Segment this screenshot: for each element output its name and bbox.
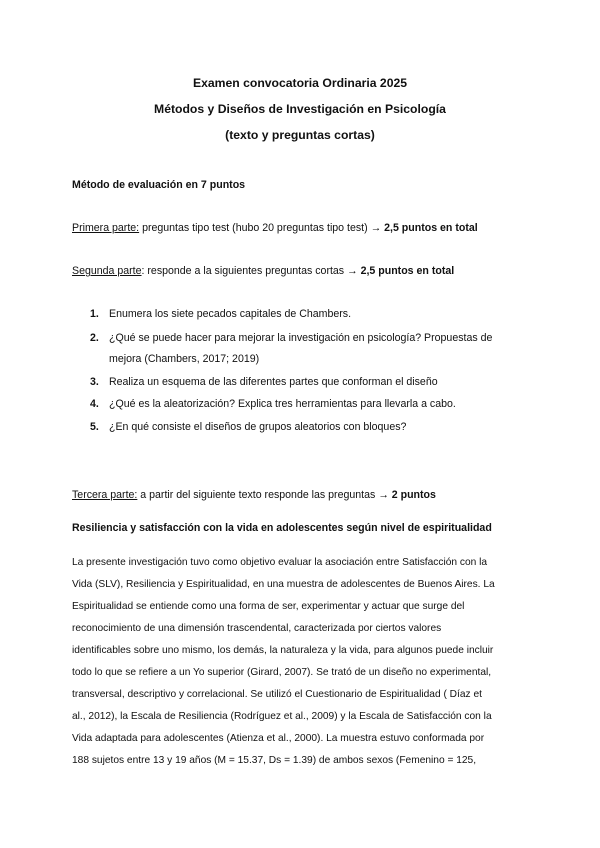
course-title: Métodos y Diseños de Investigación en Psicología bbox=[154, 102, 446, 116]
part2-label: Segunda parte bbox=[72, 265, 142, 277]
abstract-line: Espiritualidad se entiende como una forma de ser, experimentar y actuar que surge del bbox=[72, 601, 465, 612]
question-text: Enumera los siete pecados capitales de Chambers. bbox=[109, 308, 352, 320]
question-text: ¿Qué es la aleatorización? Explica tres herramientas para llevarla a cabo. bbox=[109, 398, 456, 410]
question-text: Realiza un esquema de las diferentes partes que conforman el diseño bbox=[109, 376, 438, 388]
part2-line bbox=[72, 265, 454, 277]
part3-text: a partir del siguiente texto responde las preguntas → bbox=[137, 489, 392, 501]
question-number: 1. bbox=[90, 308, 99, 320]
question-number: 4. bbox=[90, 398, 99, 410]
abstract-line: al., 2012), la Escala de Resiliencia (Rodríguez et al., 2009) y la Escala de Satisfacción con la bbox=[72, 711, 492, 722]
part2-text: : responde a la siguientes preguntas cortas → bbox=[141, 265, 361, 277]
evaluation-heading: Método de evaluación en 7 puntos bbox=[72, 179, 246, 191]
part2-points: 2,5 puntos en total bbox=[360, 265, 455, 277]
question-number: 3. bbox=[90, 376, 99, 388]
abstract-line: identificables sobre uno mismo, los demás, la naturaleza y la vida, para algunos puede incluir bbox=[72, 645, 494, 656]
part3-label: Tercera parte: bbox=[72, 489, 138, 501]
question-number: 2. bbox=[90, 332, 99, 344]
abstract-line: Vida (SLV), Resiliencia y Espiritualidad, en una muestra de adolescentes de Buenos Aires. La bbox=[72, 579, 495, 590]
part1-line bbox=[72, 222, 478, 234]
abstract-line: Vida adaptada para adolescentes (Atienza et al., 2000). La muestra estuvo conformada por bbox=[72, 733, 485, 744]
part3-points: 2 puntos bbox=[391, 489, 436, 501]
exam-subtitle: (texto y preguntas cortas) bbox=[225, 128, 375, 142]
exam-title: Examen convocatoria Ordinaria 2025 bbox=[192, 76, 408, 90]
part1-text: preguntas tipo test (hubo 20 preguntas tipo test) → bbox=[139, 222, 385, 234]
question-text-continued: mejora (Chambers, 2017; 2019) bbox=[109, 353, 260, 365]
part1-points: 2,5 puntos en total bbox=[384, 222, 478, 234]
part3-line bbox=[72, 489, 436, 501]
question-text: ¿Qué se puede hacer para mejorar la investigación en psicología? Propuestas de bbox=[109, 332, 493, 344]
part1-label: Primera parte: bbox=[72, 222, 140, 234]
abstract-line: transversal, descriptivo y correlacional. Se utilizó el Cuestionario de Espiritualidad ( Díaz et bbox=[72, 689, 482, 700]
question-text: ¿En qué consiste el diseños de grupos aleatorios con bloques? bbox=[109, 421, 407, 433]
abstract-line: todo lo que se refiere a un Yo superior (Girard, 2007). Se trató de un diseño no experimental, bbox=[72, 667, 492, 678]
abstract-line: 188 sujetos entre 13 y 19 años (M = 15.37, Ds = 1.39) de ambos sexos (Femenino = 125, bbox=[72, 755, 477, 766]
abstract-line: reconocimiento de una dimensión trascendental, caracterizada por ciertos valores bbox=[72, 623, 442, 634]
abstract-line: La presente investigación tuvo como objetivo evaluar la asociación entre Satisfacción con la bbox=[72, 557, 488, 568]
article-title: Resiliencia y satisfacción con la vida en adolescentes según nivel de espiritualidad bbox=[72, 522, 492, 534]
question-number: 5. bbox=[90, 421, 99, 433]
